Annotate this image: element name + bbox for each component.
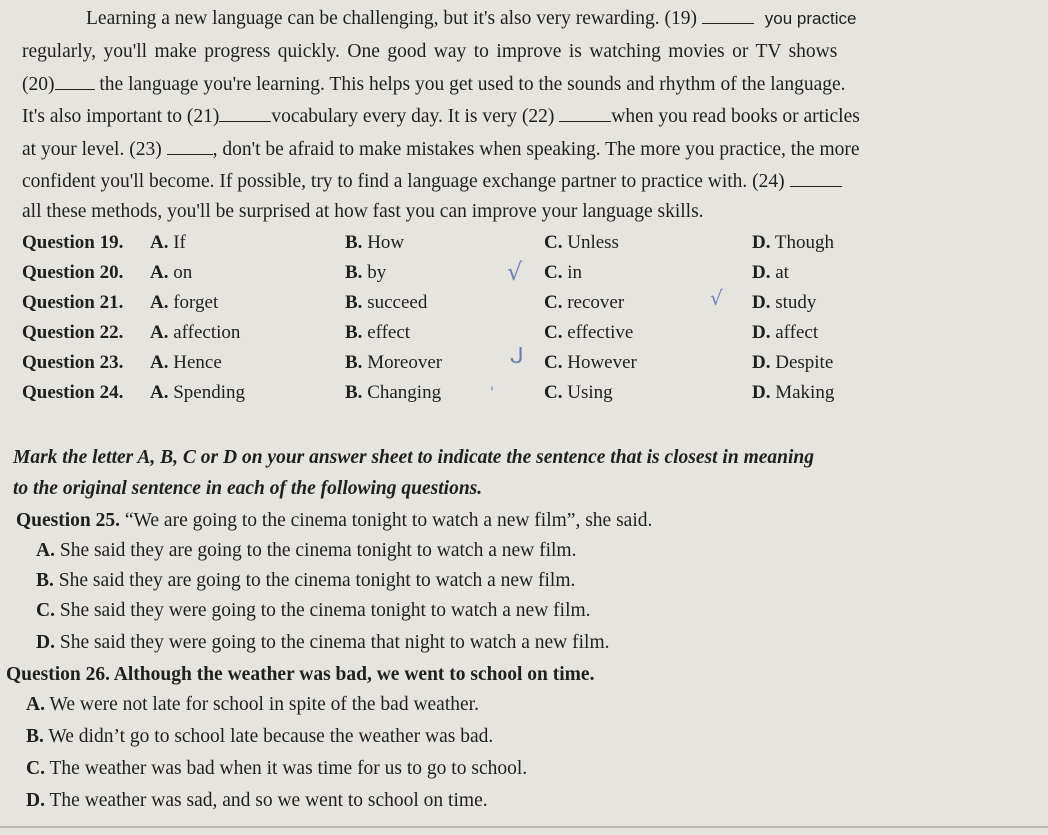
answer-blank-21 bbox=[219, 107, 271, 122]
instruction-line-2: to the original sentence in each of the following questions. bbox=[13, 478, 483, 499]
option-d: D. Though bbox=[752, 232, 835, 253]
answer-option-c: C. The weather was bad when it was time for us to go to school. bbox=[26, 758, 528, 779]
question-label: Question 21. bbox=[22, 292, 124, 313]
passage-line-6 bbox=[22, 171, 842, 193]
option-a: A. Spending bbox=[150, 382, 246, 403]
option-a: A. affection bbox=[150, 322, 241, 343]
option-b: B. Moreover bbox=[345, 352, 443, 373]
question-row-24 bbox=[22, 382, 882, 406]
answer-option-c: C. She said they were going to the cinema tonight to watch a new film. bbox=[36, 600, 591, 621]
answer-option-d: D. She said they were going to the cinema that night to watch a new film. bbox=[36, 632, 610, 653]
option-c: C. However bbox=[544, 352, 637, 373]
option-b: B. succeed bbox=[345, 292, 428, 313]
passage-line-3 bbox=[22, 74, 846, 96]
answer-option-b: B. We didn’t go to school late because the weather was bad. bbox=[26, 726, 494, 747]
option-c: C. recover bbox=[544, 292, 625, 313]
passage-text: (20) bbox=[22, 74, 55, 95]
option-a: A. Hence bbox=[150, 352, 222, 373]
answer-blank-22 bbox=[559, 107, 611, 122]
answer-blank-24 bbox=[790, 172, 842, 187]
handwritten-hook-mark: ᒍ bbox=[510, 344, 524, 369]
handwritten-check-mark: √ bbox=[710, 286, 723, 310]
option-d: D. at bbox=[752, 262, 789, 283]
handwritten-check-mark: √ bbox=[507, 258, 523, 286]
question-label: Question 24. bbox=[22, 382, 124, 403]
question-26-heading: Question 26. Although the weather was bad, we went to school on time. bbox=[6, 664, 595, 685]
answer-blank-23 bbox=[167, 140, 213, 155]
instruction-line-1: Mark the letter A, B, C or D on your answer sheet to indicate the sentence that is closest in meaning bbox=[13, 447, 815, 468]
passage-line-2: regularly, you'll make progress quickly. One good way to improve is watching movies or TV shows bbox=[22, 41, 838, 62]
answer-blank-20 bbox=[55, 75, 95, 90]
option-b: B. How bbox=[345, 232, 405, 253]
question-row-20 bbox=[22, 262, 882, 286]
question-label: Question 22. bbox=[22, 322, 124, 343]
passage-text: It's also important to (21) bbox=[22, 106, 220, 127]
page-bottom-edge bbox=[0, 826, 1048, 828]
option-c: C. in bbox=[544, 262, 583, 283]
question-row-19 bbox=[22, 232, 882, 256]
passage-text: when you read books or articles bbox=[611, 106, 860, 127]
question-label: Question 23. bbox=[22, 352, 124, 373]
passage-text: Learning a new language can be challenging, but it's also very rewarding. (19) bbox=[86, 8, 698, 29]
option-c: C. Using bbox=[544, 382, 613, 403]
passage-line-4 bbox=[22, 106, 860, 128]
question-25-heading bbox=[16, 510, 652, 532]
option-d: D. study bbox=[752, 292, 817, 313]
option-d: D. Making bbox=[752, 382, 835, 403]
question-label: Question 20. bbox=[22, 262, 124, 283]
option-a: A. If bbox=[150, 232, 186, 253]
passage-text: at your level. (23) bbox=[22, 139, 162, 160]
passage-line-5 bbox=[22, 139, 860, 161]
passage-text: vocabulary every day. It is very (22) bbox=[271, 106, 555, 127]
passage-text: the language you're learning. This helps you get used to the sounds and rhythm of the language. bbox=[99, 74, 846, 95]
option-b: B. Changing bbox=[345, 382, 442, 403]
passage-line-7: all these methods, you'll be surprised at how fast you can improve your language skills. bbox=[22, 201, 704, 222]
question-row-21 bbox=[22, 292, 882, 316]
option-d: D. Despite bbox=[752, 352, 834, 373]
option-d: D. affect bbox=[752, 322, 819, 343]
question-row-23 bbox=[22, 352, 882, 376]
question-stem: “We are going to the cinema tonight to watch a new film”, she said. bbox=[124, 510, 653, 531]
passage-text: , don't be afraid to make mistakes when speaking. The more you practice, the more bbox=[212, 139, 860, 160]
answer-option-a: A. She said they are going to the cinema tonight to watch a new film. bbox=[36, 540, 577, 561]
pen-dot-mark: ' bbox=[490, 385, 494, 401]
question-label: Question 25. bbox=[16, 510, 121, 531]
answer-blank-19 bbox=[702, 9, 754, 24]
passage-line-1 bbox=[86, 8, 856, 30]
answer-option-a: A. We were not late for school in spite of the bad weather. bbox=[26, 694, 479, 715]
option-b: B. effect bbox=[345, 322, 411, 343]
option-a: A. forget bbox=[150, 292, 219, 313]
option-b: B. by bbox=[345, 262, 387, 283]
question-row-22 bbox=[22, 322, 882, 346]
option-c: C. Unless bbox=[544, 232, 619, 253]
option-c: C. effective bbox=[544, 322, 634, 343]
answer-option-b: B. She said they are going to the cinema tonight to watch a new film. bbox=[36, 570, 576, 591]
option-a: A. on bbox=[150, 262, 193, 283]
question-label: Question 19. bbox=[22, 232, 124, 253]
passage-text: you practice bbox=[764, 9, 857, 28]
passage-text: confident you'll become. If possible, try to find a language exchange partner to practice with. (24) bbox=[22, 171, 785, 192]
answer-option-d: D. The weather was sad, and so we went to school on time. bbox=[26, 790, 488, 811]
